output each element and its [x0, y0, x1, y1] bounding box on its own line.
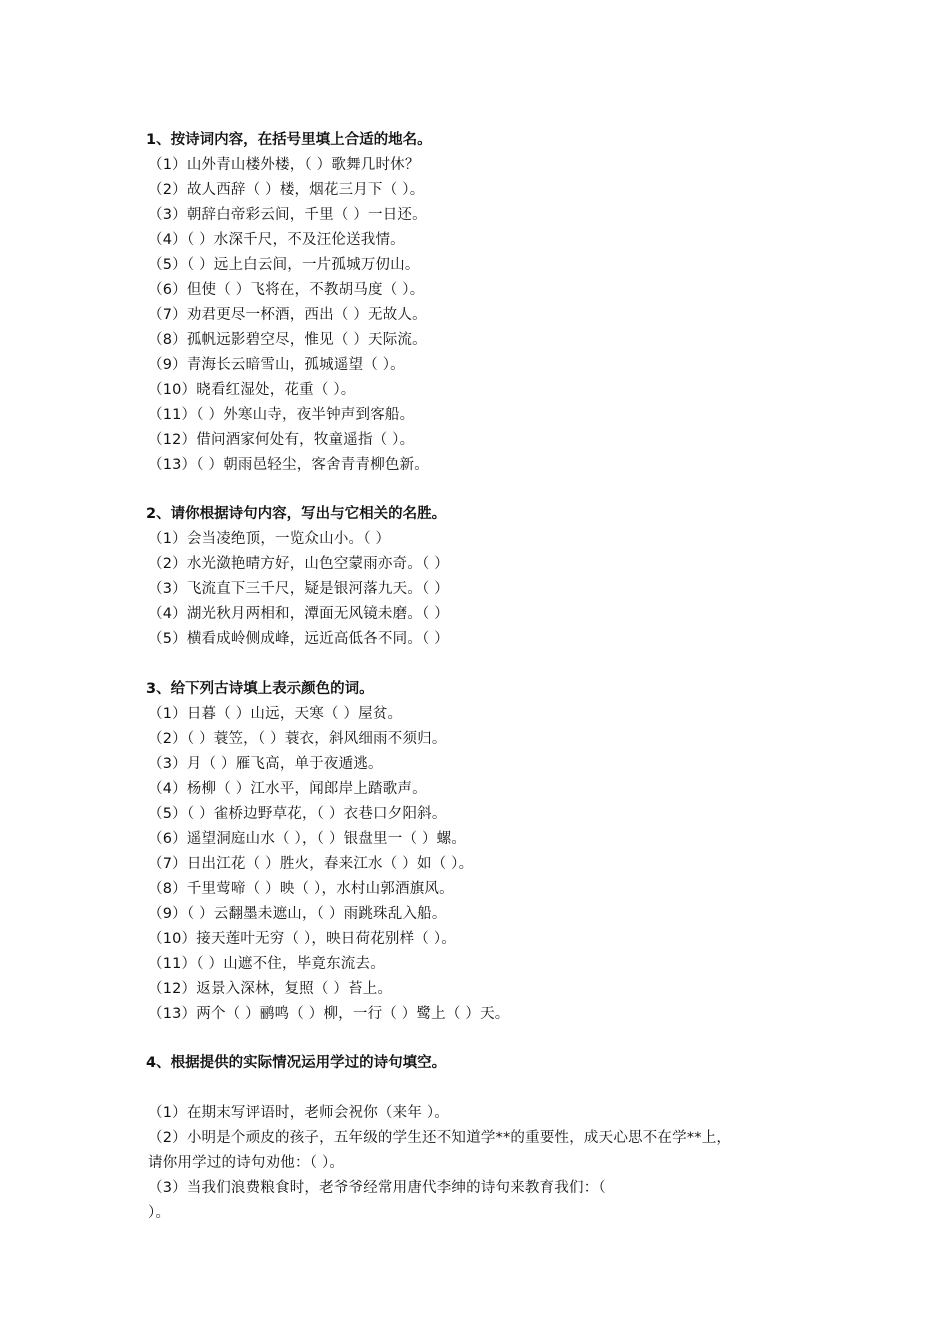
section-1-line-5: （5）（ ）远上白云间，一片孤城万仞山。 [148, 257, 420, 273]
section-1-line-6: （6）但使（ ）飞将在，不教胡马度（ ）。 [148, 282, 425, 298]
section-4-line-2: （2）小明是个顽皮的孩子，五年级的学生还不知道学**的重要性，成天心思不在学**上， [148, 1130, 732, 1146]
section-1-line-9: （9）青海长云暗雪山，孤城遥望（ ）。 [148, 357, 405, 373]
section-4-line-3: 请你用学过的诗句劝他：（ ）。 [148, 1155, 345, 1171]
section-2-line-5: （5）横看成岭侧成峰，远近高低各不同。（ ） [148, 631, 449, 647]
section-1-line-1: （1）山外青山楼外楼，（ ）歌舞几时休？ [148, 157, 420, 173]
section-3-line-11: （11）（ ）山遮不住，毕竟东流去。 [148, 956, 385, 972]
section-1-line-2: （2）故人西辞（ ）楼，烟花三月下（ ）。 [148, 182, 425, 198]
section-1-line-13: （13）（ ）朝雨邑轻尘，客舍青青柳色新。 [148, 457, 430, 473]
section-1-title: 1、按诗词内容，在括号里填上合适的地名。 [146, 132, 432, 148]
section-4-line-1: （1）在期末写评语时，老师会祝你（来年 ）。 [148, 1105, 449, 1121]
section-3-line-3: （3）月（ ）雁飞高，单于夜遁逃。 [148, 756, 383, 772]
section-3-line-5: （5）（ ）雀桥边野草花，（ ）衣巷口夕阳斜。 [148, 806, 447, 822]
section-3-line-4: （4）杨柳（ ）江水平，闻郎岸上踏歌声。 [148, 781, 427, 797]
section-3-title: 3、给下列古诗填上表示颜色的词。 [146, 681, 374, 697]
section-2-line-2: （2）水光潋艳晴方好，山色空蒙雨亦奇。（ ） [148, 556, 449, 572]
section-2-line-4: （4）湖光秋月两相和，潭面无风镜未磨。（ ） [148, 606, 449, 622]
section-3-line-6: （6）遥望洞庭山水（ ），（ ）银盘里一（ ）螺。 [148, 831, 467, 847]
section-1-line-12: （12）借问酒家何处有，牧童遥指（ ）。 [148, 432, 415, 448]
section-1-line-3: （3）朝辞白帝彩云间，千里（ ）一日还。 [148, 207, 427, 223]
section-3-line-1: （1）日暮（ ）山远，天寒（ ）屋贫。 [148, 706, 403, 722]
section-3-line-13: （13）两个（ ）鹂鸣（ ）柳，一行（ ）鹭上（ ）天。 [148, 1006, 510, 1022]
section-4-line-4: （3）当我们浪费粮食时，老爷爷经常用唐代李绅的诗句来教育我们：（ [148, 1180, 606, 1196]
section-3-line-8: （8）千里莺啼（ ）映（ ），水村山郭酒旗风。 [148, 881, 454, 897]
section-1-line-10: （10）晓看红湿处，花重（ ）。 [148, 382, 356, 398]
section-1-line-7: （7）劝君更尽一杯酒，西出（ ）无故人。 [148, 307, 427, 323]
section-2-title: 2、请你根据诗句内容，写出与它相关的名胜。 [146, 506, 447, 522]
section-1-line-4: （4）（ ）水深千尺，不及汪伦送我情。 [148, 232, 405, 248]
section-1-line-8: （8）孤帆远影碧空尽，惟见（ ）天际流。 [148, 332, 427, 348]
section-2-line-1: （1）会当凌绝顶，一览众山小。（ ） [148, 531, 391, 547]
section-2-line-3: （3）飞流直下三千尺，疑是银河落九天。（ ） [148, 581, 449, 597]
section-3-line-12: （12）返景入深林，复照（ ）苔上。 [148, 981, 393, 997]
section-4-line-5: ）。 [148, 1205, 171, 1221]
section-4-title: 4、根据提供的实际情况运用学过的诗句填空。 [146, 1055, 447, 1071]
section-3-line-7: （7）日出江花（ ）胜火，春来江水（ ）如（ ）。 [148, 856, 474, 872]
section-3-line-9: （9）（ ）云翻墨未遮山，（ ）雨跳珠乱入船。 [148, 906, 447, 922]
section-3-line-10: （10）接天莲叶无穷（ ），映日荷花别样（ ）。 [148, 931, 456, 947]
section-3-line-2: （2）（ ）蓑笠，（ ）蓑衣，斜风细雨不须归。 [148, 731, 447, 747]
section-1-line-11: （11）（ ）外寒山寺，夜半钟声到客船。 [148, 407, 415, 423]
